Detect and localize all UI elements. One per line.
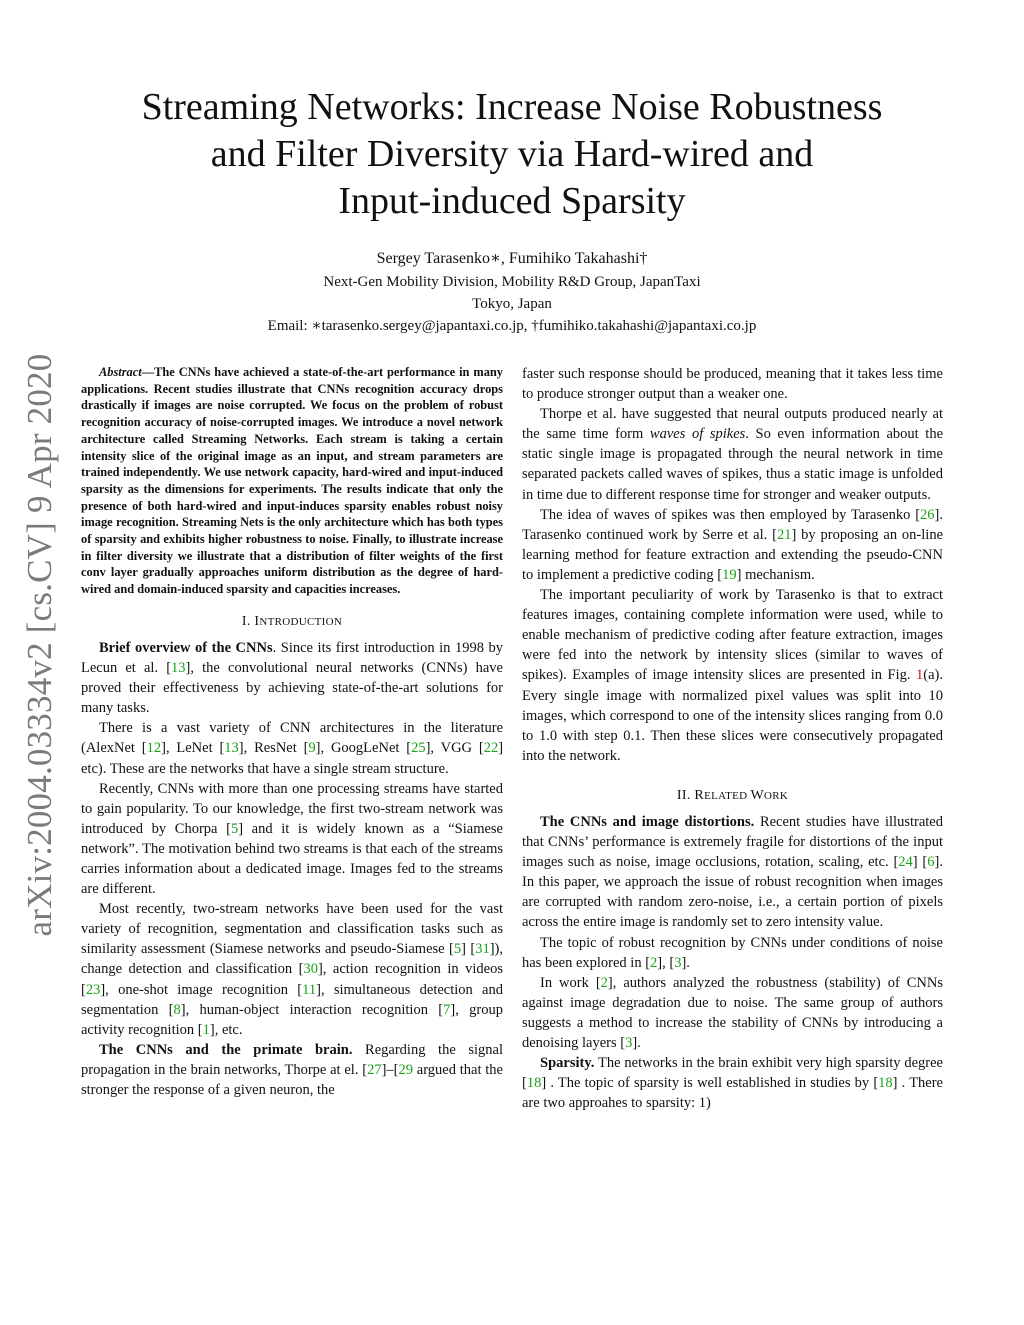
citation-link[interactable]: 5 — [453, 941, 462, 958]
citation-link[interactable]: 3 — [625, 1035, 633, 1051]
section-heading-related-work: II. RELATED WORK — [676, 787, 789, 803]
title-line: Streaming Networks: Increase Noise Robustness — [141, 86, 883, 128]
citation-link[interactable]: 12 — [146, 740, 162, 757]
abstract-text: —The CNNs have achieved a state-of-the-art performance in many applications. Recent studies illustrate that CNNs recognition accuracy drops drastically if images are noise corrupted. We focus on the problem of robust recognition accuracy of noise-corrupted images. We introduce a novel network architecture called Streaming Networks. Each stream is taking a certain intensity slice of the original image as an input, and stream parameters are trained independently. We use network capacity, hard-wired and input-induced sparsity as the dimensions for experiments. The results indicate that only the presence of both hard-wired and input-induces sparsity enables robust noisy image recognition. Streaming Nets is the only architecture which has both types of sparsity and exhibits higher robustness to noise. Finally, to illustrate increase in filter diversity we illustrate that a distribution of filter weights of the first conv layer gradually approaches uniform distribution as the degree of hard-wired and domain-induced sparsity and capacities increases. — [81, 365, 503, 597]
citation-link[interactable]: 22 — [483, 740, 499, 757]
citation-link[interactable]: 9 — [308, 740, 316, 757]
paragraph: The CNNs and image distortions. Recent studies have illustrated that CNNs’ performance is extremely fragile for distortions of the input images such as noise, image occlusions, rotation, scaling, etc. [24] [6]. In this paper, we approach the issue of robust recognition when images are corrupted with random zero-noise, i.e., a certain portion of pixels across the entire image is randomly set to zero intensity value. — [522, 813, 943, 931]
abstract — [81, 364, 503, 598]
paragraph: The idea of waves of spikes was then employed by Tarasenko [26]. Tarasenko continued work by Serre et al. [21] by proposing an on-line learning method for feature extraction and extending the pseudo-CNN to implement a predictive coding [19] mechanism. — [522, 506, 944, 583]
citation-link[interactable]: 7 — [443, 1001, 451, 1018]
paragraph: In work [2], authors analyzed the robustness (stability) of CNNs against image degradation due to noise. The same group of authors suggests a method to increase the stability of CNNs by introducing a denoising layers [3]. — [522, 974, 943, 1051]
paragraph: The topic of robust recognition by CNNs under conditions of noise has been explored in [2], [3]. — [522, 934, 943, 971]
citation-link[interactable]: 18 — [878, 1075, 893, 1092]
paragraph: Thorpe et al. have suggested that neural outputs produced nearly at the same time form waves of spikes. So even information about the static single image is propagated through the neural network in time separated packets called waves of spikes, thus a static image is unfolded in time due to different response time for stronger and weaker outputs. — [522, 406, 944, 503]
right-column — [522, 364, 943, 1113]
citation-link[interactable]: 5 — [230, 820, 239, 837]
citation-link[interactable]: 23 — [85, 981, 101, 998]
paragraph: There is a vast variety of CNN architectures in the literature (AlexNet [12], LeNet [13], ResNet [9], GoogLeNet [25], VGG [22] etc). These are the networks that have a single stream structure. — [81, 720, 504, 777]
run-in-heading: The CNNs and the primate brain. — [99, 1041, 353, 1058]
citation-link[interactable]: 1 — [202, 1021, 210, 1038]
arxiv-sidebar — [14, 353, 66, 937]
citation-link[interactable]: 2 — [600, 974, 608, 991]
citation-link[interactable]: 21 — [776, 526, 792, 543]
section-heading-introduction: I. INTRODUCTION — [241, 613, 343, 629]
emphasis: waves of spikes — [649, 426, 746, 443]
citation-link[interactable]: 31 — [475, 941, 490, 958]
citation-link[interactable]: 26 — [920, 506, 935, 523]
citation-link[interactable]: 8 — [173, 1001, 181, 1018]
citation-link[interactable]: 6 — [927, 854, 935, 871]
citation-link[interactable]: 13 — [171, 660, 186, 677]
citation-link[interactable]: 3 — [674, 954, 682, 971]
left-column — [81, 364, 503, 1100]
title-line: and Filter Diversity via Hard-wired and — [210, 133, 814, 175]
run-in-heading: Sparsity. — [540, 1055, 595, 1072]
paragraph: The important peculiarity of work by Tarasenko is that to extract features images, containing complete information were used, while to enable mechanism of predictive coding after feature extraction, images were fed into the network by intensity slices (similar to waves of spikes). Examples of image intensity slices are presented in Fig. 1(a). Every single image with normalized pixel values was split into 10 images, which correspond to one of the intensity slices ranging from 0.0 to 1.0 with step 0.1. Then these slices were consecutively propagated into the network. — [522, 587, 943, 764]
citation-link[interactable]: 30 — [303, 961, 318, 978]
citation-link[interactable]: 18 — [526, 1075, 542, 1092]
email: Email: ∗tarasenko.sergey@japantaxi.co.jp, †fumihiko.takahashi@japantaxi.co.jp — [267, 318, 757, 334]
citation-link[interactable]: 19 — [722, 566, 737, 583]
paragraph: Recently, CNNs with more than one processing streams have started to gain popularity. To our knowledge, the first two-stream network was introduced by Chorpa [5] and it is widely known as a “Siamese network”. The motivation behind two streams is that each of the streams carries information about a dedicated image. Images fed to the streams are different. — [81, 780, 503, 898]
citation-link[interactable]: 27 — [367, 1061, 382, 1078]
paragraph: Most recently, two-stream networks have been used for the vast variety of recognition, segmentation and classification tasks such as similarity assessment (Siamese networks and pseudo-Siamese [5] [31]), change detection and classification [30], action recognition in videos [23], one-shot image recognition [11], simultaneous detection and segmentation [8], human-object interaction recognition [7], group activity recognition [1], etc. — [81, 901, 503, 1038]
paragraph: The CNNs and the primate brain. Regarding the signal propagation in the brain networks, Thorpe at el. [27]–[29 argued that the stronger the response of a given neuron, the — [81, 1041, 503, 1098]
paragraph-continued: faster such response should be produced, meaning that it takes less time to produce stronger output than a weaker one. — [522, 366, 943, 403]
citation-link[interactable]: 13 — [224, 740, 239, 757]
abstract-label: Abstract — [99, 365, 142, 379]
run-in-heading: The CNNs and image distortions. — [540, 813, 755, 830]
paragraph: Brief overview of the CNNs. Since its first introduction in 1998 by Lecun et al. [13], the convolutional neural networks (CNNs) have proved their effectiveness by achieving state-of-the-art solutions for many tasks. — [81, 639, 503, 717]
citation-link[interactable]: 25 — [411, 740, 426, 757]
author-block — [60, 248, 964, 337]
title-line: Input-induced Sparsity — [338, 180, 686, 222]
location: Tokyo, Japan — [472, 296, 552, 312]
citation-link[interactable]: 2 — [650, 954, 658, 971]
paragraph: Sparsity. The networks in the brain exhibit very high sparsity degree [18] . The topic of sparsity is well established in studies by [18] . There are two approahes to sparsity: 1) — [522, 1055, 943, 1112]
paper-title — [60, 84, 964, 225]
figure-link[interactable]: 1 — [916, 667, 924, 684]
citation-link[interactable]: 29 — [398, 1061, 413, 1078]
column-overflow-text: argued that the stronger the response of a given neuron, the — [81, 1061, 503, 1098]
affiliation: Next-Gen Mobility Division, Mobility R&D Group, JapanTaxi — [323, 274, 701, 290]
run-in-heading: Brief overview of the CNNs — [99, 639, 273, 656]
citation-link[interactable]: 24 — [898, 854, 913, 871]
arxiv-identifier: arXiv:2004.03334v2 [cs.CV] 9 Apr 2020 — [20, 353, 59, 937]
author-names: Sergey Tarasenko∗, Fumihiko Takahashi† — [376, 250, 648, 267]
citation-link[interactable]: 11 — [302, 981, 317, 998]
